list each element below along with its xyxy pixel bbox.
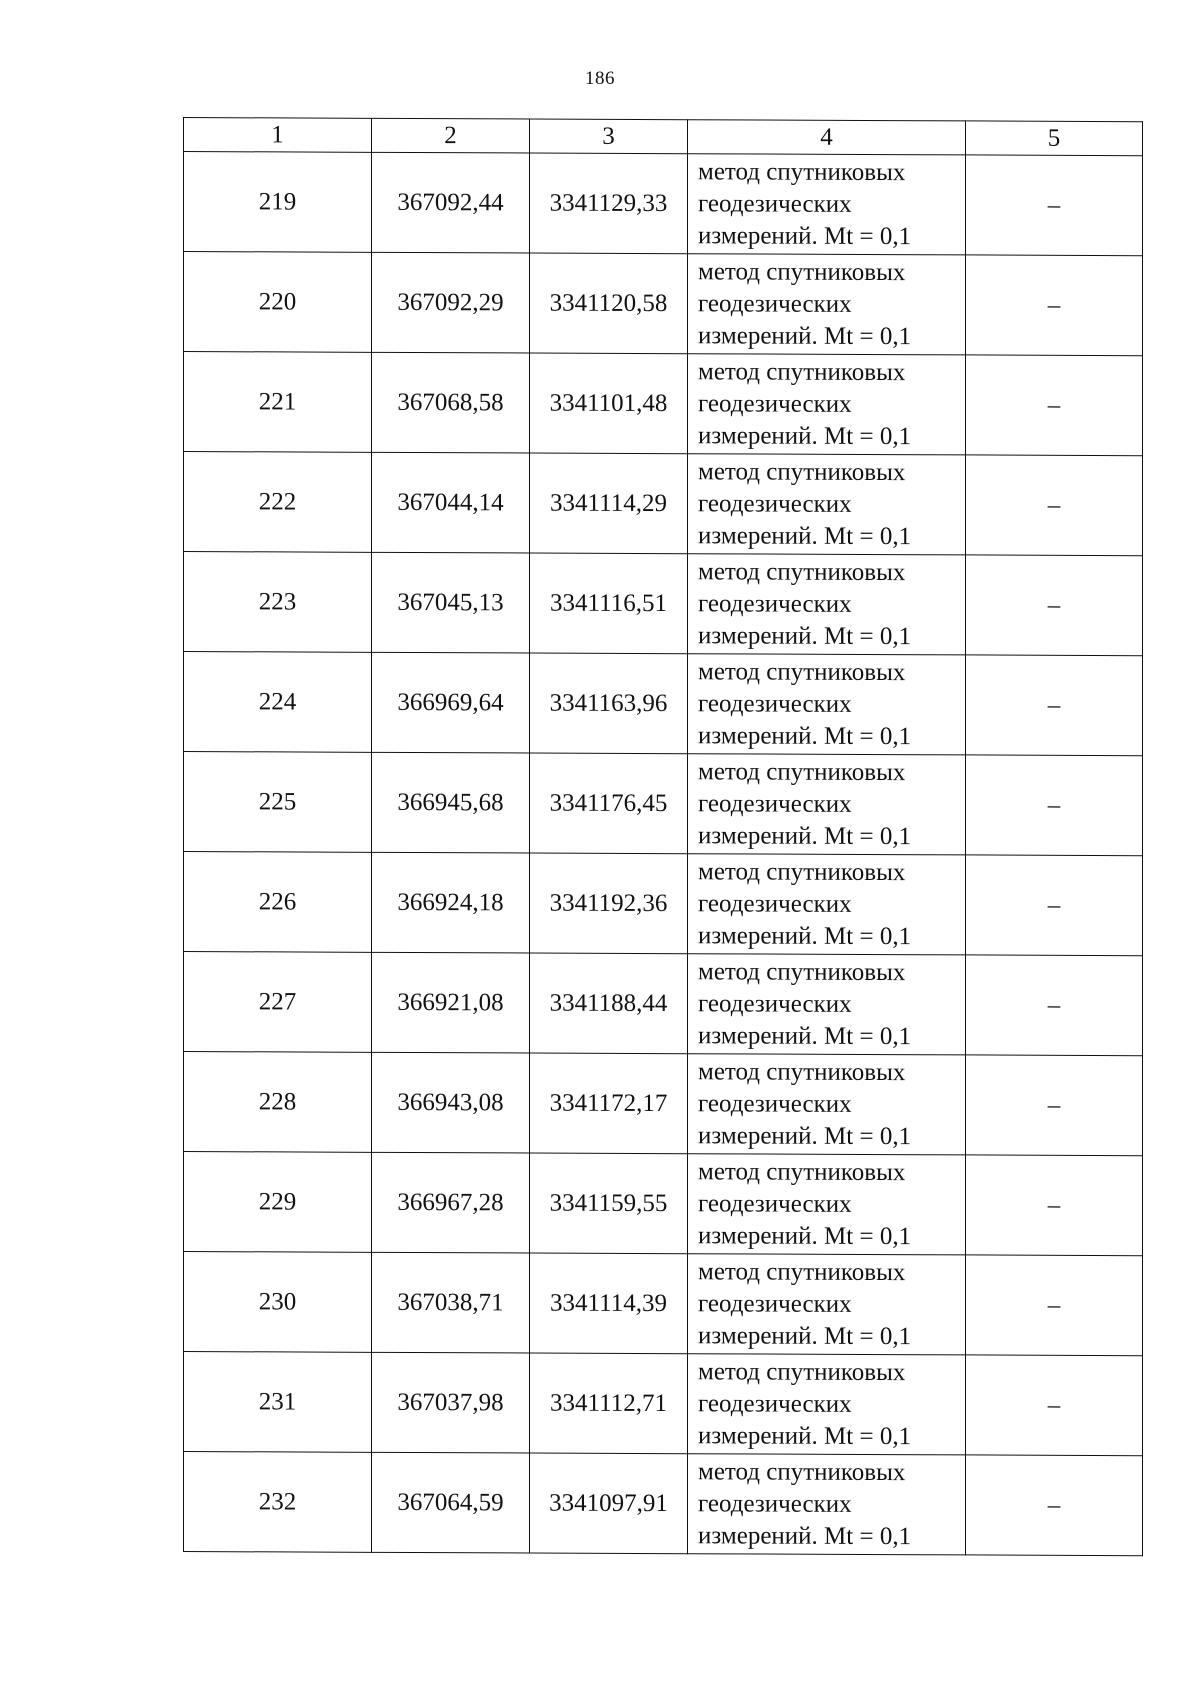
note-cell: –	[966, 1255, 1143, 1356]
method-line: геодезических	[698, 789, 852, 818]
note-cell: –	[966, 355, 1143, 456]
column-header-4: 4	[688, 120, 966, 155]
point-number-cell: 227	[184, 952, 372, 1053]
note-cell: –	[966, 1155, 1143, 1256]
method-line: измерений. Mt = 0,1	[698, 321, 912, 350]
method-line: метод спутниковых	[698, 157, 906, 186]
x-coordinate-cell: 367068,58	[372, 352, 530, 453]
x-coordinate-cell: 367038,71	[372, 1252, 530, 1353]
table-row	[184, 1252, 1143, 1356]
point-number-cell: 224	[184, 652, 372, 753]
method-line: измерений. Mt = 0,1	[698, 621, 912, 650]
y-coordinate-cell: 3341120,58	[530, 253, 688, 354]
note-cell: –	[966, 655, 1143, 756]
point-number-cell: 226	[184, 852, 372, 953]
method-cell	[688, 454, 966, 555]
method-line: метод спутниковых	[698, 657, 906, 686]
y-coordinate-cell: 3341176,45	[530, 753, 688, 854]
y-coordinate-cell: 3341192,36	[530, 853, 688, 954]
x-coordinate-cell: 366945,68	[372, 752, 530, 853]
point-number-cell: 232	[184, 1452, 372, 1553]
x-coordinate-cell: 367064,59	[372, 1452, 530, 1553]
method-cell	[688, 954, 966, 1055]
column-header-5: 5	[966, 121, 1143, 156]
method-line: метод спутниковых	[698, 1157, 906, 1186]
method-line: геодезических	[698, 189, 852, 218]
note-cell: –	[966, 955, 1143, 1056]
method-line: измерений. Mt = 0,1	[698, 1021, 912, 1050]
method-line: геодезических	[698, 589, 852, 618]
x-coordinate-cell: 367092,44	[372, 152, 530, 253]
method-line: геодезических	[698, 889, 852, 918]
method-line: метод спутниковых	[698, 457, 906, 486]
x-coordinate-cell: 366924,18	[372, 852, 530, 953]
method-cell	[688, 1054, 966, 1155]
table-row	[184, 1152, 1143, 1256]
method-line: метод спутниковых	[698, 1457, 906, 1486]
note-cell: –	[966, 1455, 1143, 1556]
method-cell	[688, 1354, 966, 1455]
method-line: геодезических	[698, 1489, 852, 1518]
method-line: метод спутниковых	[698, 957, 906, 986]
column-header-1: 1	[184, 118, 372, 153]
y-coordinate-cell: 3341188,44	[530, 953, 688, 1054]
method-line: измерений. Mt = 0,1	[698, 921, 912, 950]
point-number-cell: 228	[184, 1052, 372, 1153]
method-line: метод спутниковых	[698, 557, 906, 586]
method-line: измерений. Mt = 0,1	[698, 221, 912, 250]
method-line: измерений. Mt = 0,1	[698, 521, 912, 550]
point-number-cell: 221	[184, 352, 372, 453]
point-number-cell: 219	[184, 152, 372, 253]
method-line: измерений. Mt = 0,1	[698, 821, 912, 850]
x-coordinate-cell: 367045,13	[372, 552, 530, 653]
x-coordinate-cell: 366969,64	[372, 652, 530, 753]
column-header-3: 3	[530, 119, 688, 154]
table-body	[184, 152, 1143, 1556]
x-coordinate-cell: 367037,98	[372, 1352, 530, 1453]
method-line: метод спутниковых	[698, 857, 906, 886]
table-row	[184, 252, 1143, 356]
method-cell	[688, 654, 966, 755]
table-row	[184, 452, 1143, 556]
method-line: геодезических	[698, 389, 852, 418]
point-number-cell: 223	[184, 552, 372, 653]
page-number: 186	[585, 68, 615, 89]
table-row	[184, 752, 1143, 856]
point-number-cell: 220	[184, 252, 372, 353]
table-row	[184, 952, 1143, 1056]
table-row	[184, 652, 1143, 756]
method-line: геодезических	[698, 1189, 852, 1218]
method-line: измерений. Mt = 0,1	[698, 1121, 912, 1150]
method-line: измерений. Mt = 0,1	[698, 1421, 912, 1450]
y-coordinate-cell: 3341114,29	[530, 453, 688, 554]
y-coordinate-cell: 3341097,91	[530, 1453, 688, 1554]
coordinates-table	[183, 117, 1143, 1556]
table-row	[184, 1352, 1143, 1456]
table-row	[184, 1052, 1143, 1156]
method-cell	[688, 854, 966, 955]
y-coordinate-cell: 3341163,96	[530, 653, 688, 754]
y-coordinate-cell: 3341129,33	[530, 153, 688, 254]
x-coordinate-cell: 366943,08	[372, 1052, 530, 1153]
x-coordinate-cell: 367044,14	[372, 452, 530, 553]
method-cell	[688, 554, 966, 655]
table-row	[184, 552, 1143, 656]
point-number-cell: 229	[184, 1152, 372, 1253]
method-line: измерений. Mt = 0,1	[698, 1321, 912, 1350]
method-cell	[688, 754, 966, 855]
method-cell	[688, 354, 966, 455]
point-number-cell: 222	[184, 452, 372, 553]
note-cell: –	[966, 455, 1143, 556]
method-line: метод спутниковых	[698, 1057, 906, 1086]
method-line: геодезических	[698, 1389, 852, 1418]
method-line: метод спутниковых	[698, 1257, 906, 1286]
method-cell	[688, 1454, 966, 1555]
method-cell	[688, 1254, 966, 1355]
point-number-cell: 225	[184, 752, 372, 853]
method-line: геодезических	[698, 689, 852, 718]
note-cell: –	[966, 855, 1143, 956]
note-cell: –	[966, 755, 1143, 856]
table-row	[184, 852, 1143, 956]
method-line: метод спутниковых	[698, 257, 906, 286]
y-coordinate-cell: 3341114,39	[530, 1253, 688, 1354]
method-line: геодезических	[698, 289, 852, 318]
y-coordinate-cell: 3341172,17	[530, 1053, 688, 1154]
method-line: измерений. Mt = 0,1	[698, 721, 912, 750]
method-cell	[688, 254, 966, 355]
method-line: измерений. Mt = 0,1	[698, 421, 912, 450]
method-line: метод спутниковых	[698, 757, 906, 786]
y-coordinate-cell: 3341159,55	[530, 1153, 688, 1254]
y-coordinate-cell: 3341112,71	[530, 1353, 688, 1454]
method-line: геодезических	[698, 989, 852, 1018]
x-coordinate-cell: 366921,08	[372, 952, 530, 1053]
note-cell: –	[966, 1355, 1143, 1456]
note-cell: –	[966, 255, 1143, 356]
method-line: метод спутниковых	[698, 357, 906, 386]
column-header-2: 2	[372, 118, 530, 153]
method-line: геодезических	[698, 1289, 852, 1318]
header-row	[184, 118, 1143, 156]
table-row	[184, 1452, 1143, 1556]
note-cell: –	[966, 1055, 1143, 1156]
table-header	[184, 118, 1143, 156]
note-cell: –	[966, 555, 1143, 656]
x-coordinate-cell: 366967,28	[372, 1152, 530, 1253]
y-coordinate-cell: 3341116,51	[530, 553, 688, 654]
method-line: измерений. Mt = 0,1	[698, 1221, 912, 1250]
method-cell	[688, 1154, 966, 1255]
point-number-cell: 231	[184, 1352, 372, 1453]
x-coordinate-cell: 367092,29	[372, 252, 530, 353]
table-row	[184, 152, 1143, 256]
table-row	[184, 352, 1143, 456]
method-line: метод спутниковых	[698, 1357, 906, 1386]
method-cell	[688, 154, 966, 255]
method-line: геодезических	[698, 1089, 852, 1118]
method-line: измерений. Mt = 0,1	[698, 1521, 912, 1550]
y-coordinate-cell: 3341101,48	[530, 353, 688, 454]
note-cell: –	[966, 155, 1143, 256]
point-number-cell: 230	[184, 1252, 372, 1353]
method-line: геодезических	[698, 489, 852, 518]
